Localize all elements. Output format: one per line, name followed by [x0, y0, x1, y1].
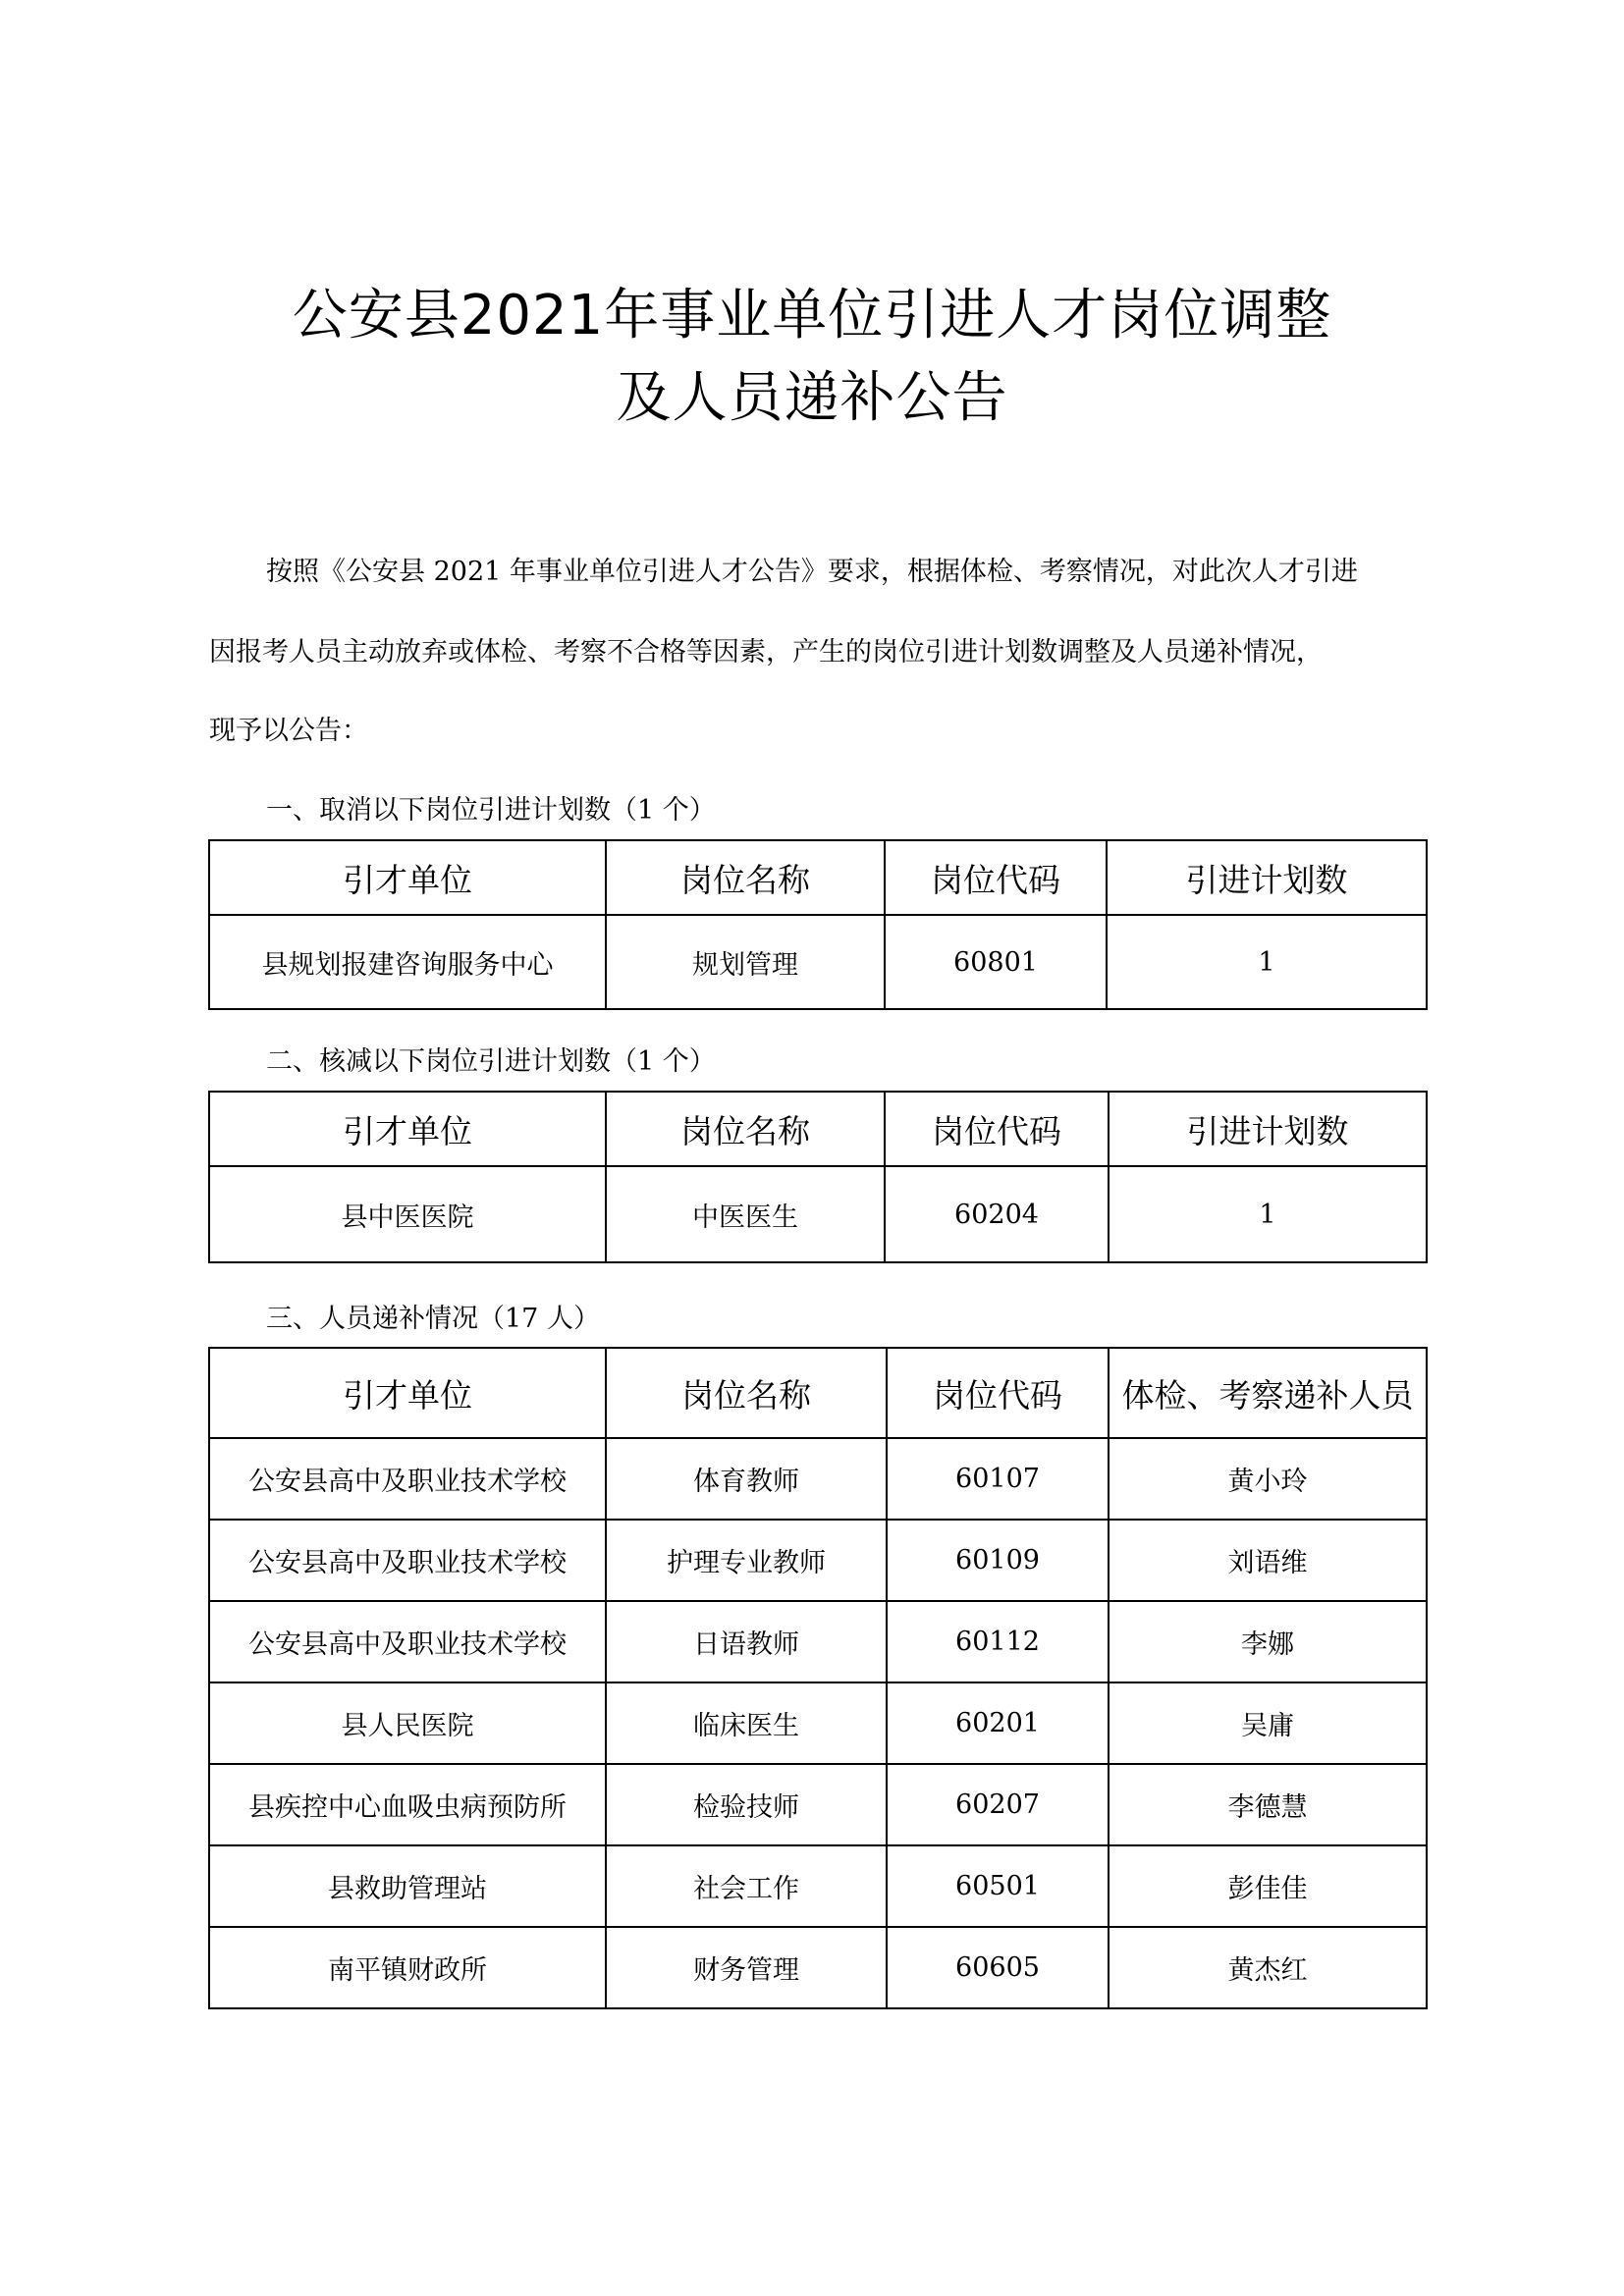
- cell-position-code: 60204: [885, 1166, 1109, 1262]
- replacement-personnel-table: [208, 1347, 1428, 2009]
- intro-line-1: 按照《公安县 2021 年事业单位引进人才公告》要求，根据体检、考察情况，对此次人才引进: [266, 557, 1358, 587]
- cell-unit: 公安县高中及职业技术学校: [209, 1601, 606, 1682]
- cell-unit: 县疾控中心血吸虫病预防所: [209, 1764, 606, 1845]
- cell-unit: 县人民医院: [209, 1682, 606, 1764]
- header-unit: 引才单位: [209, 1092, 606, 1166]
- cell-position-code: 60501: [887, 1845, 1109, 1927]
- table-row: [209, 1520, 1427, 1601]
- intro-line-3: 现予以公告：: [209, 716, 368, 746]
- header-unit: 引才单位: [209, 1348, 606, 1438]
- section-3-heading: 三、人员递补情况（17 人）: [266, 1304, 600, 1334]
- cell-position-code: 60605: [887, 1927, 1109, 2008]
- cell-position-name: 财务管理: [606, 1927, 887, 2008]
- cell-position-name: 体育教师: [606, 1438, 887, 1520]
- cell-position-code: 60109: [887, 1520, 1109, 1601]
- cell-replacement-person: 李德慧: [1109, 1764, 1427, 1845]
- cell-replacement-person: 彭佳佳: [1109, 1845, 1427, 1927]
- cell-position-name: 社会工作: [606, 1845, 887, 1927]
- table-row: [209, 1166, 1427, 1262]
- header-replacement-person: 体检、考察递补人员: [1109, 1348, 1427, 1438]
- header-position-name: 岗位名称: [606, 1348, 887, 1438]
- cell-unit: 县救助管理站: [209, 1845, 606, 1927]
- cell-plan-count: 1: [1109, 1166, 1427, 1262]
- header-position-name: 岗位名称: [606, 840, 885, 915]
- table-row: [209, 1845, 1427, 1927]
- document-title-line-1: 公安县2021年事业单位引进人才岗位调整: [292, 284, 1332, 347]
- table-row: [209, 1927, 1427, 2008]
- cell-position-name: 护理专业教师: [606, 1520, 887, 1601]
- header-unit: 引才单位: [209, 840, 606, 915]
- cell-position-code: 60801: [885, 915, 1107, 1009]
- cell-replacement-person: 黄杰红: [1109, 1927, 1427, 2008]
- table-row: [209, 1601, 1427, 1682]
- cell-plan-count: 1: [1107, 915, 1427, 1009]
- table-row: [209, 1682, 1427, 1764]
- section-1-heading: 一、取消以下岗位引进计划数（1 个）: [266, 795, 716, 826]
- cell-unit: 公安县高中及职业技术学校: [209, 1438, 606, 1520]
- table-header-row: [209, 1348, 1427, 1438]
- table-header-row: [209, 1092, 1427, 1166]
- cell-position-name: 日语教师: [606, 1601, 887, 1682]
- section-2-heading: 二、核减以下岗位引进计划数（1 个）: [266, 1046, 716, 1077]
- header-position-code: 岗位代码: [887, 1348, 1109, 1438]
- cell-replacement-person: 刘语维: [1109, 1520, 1427, 1601]
- cell-replacement-person: 吴庸: [1109, 1682, 1427, 1764]
- header-plan-count: 引进计划数: [1109, 1092, 1427, 1166]
- cell-position-name: 检验技师: [606, 1764, 887, 1845]
- cell-position-code: 60201: [887, 1682, 1109, 1764]
- header-position-name: 岗位名称: [606, 1092, 885, 1166]
- cell-unit: 县中医医院: [209, 1166, 606, 1262]
- header-position-code: 岗位代码: [885, 1092, 1109, 1166]
- cell-position-name: 临床医生: [606, 1682, 887, 1764]
- header-plan-count: 引进计划数: [1107, 840, 1427, 915]
- table-row: [209, 915, 1427, 1009]
- reduced-positions-table: [208, 1091, 1428, 1263]
- cell-position-code: 60107: [887, 1438, 1109, 1520]
- cancelled-positions-table: [208, 839, 1428, 1010]
- cell-position-code: 60112: [887, 1601, 1109, 1682]
- cell-unit: 公安县高中及职业技术学校: [209, 1520, 606, 1601]
- table-row: [209, 1438, 1427, 1520]
- intro-line-2: 因报考人员主动放弃或体检、考察不合格等因素，产生的岗位引进计划数调整及人员递补情况，: [209, 637, 1323, 667]
- cell-replacement-person: 黄小玲: [1109, 1438, 1427, 1520]
- table-header-row: [209, 840, 1427, 915]
- cell-position-name: 中医医生: [606, 1166, 885, 1262]
- header-position-code: 岗位代码: [885, 840, 1107, 915]
- cell-replacement-person: 李娜: [1109, 1601, 1427, 1682]
- cell-unit: 南平镇财政所: [209, 1927, 606, 2008]
- cell-position-code: 60207: [887, 1764, 1109, 1845]
- table-row: [209, 1764, 1427, 1845]
- document-title-line-2: 及人员递补公告: [616, 366, 1008, 430]
- cell-position-name: 规划管理: [606, 915, 885, 1009]
- cell-unit: 县规划报建咨询服务中心: [209, 915, 606, 1009]
